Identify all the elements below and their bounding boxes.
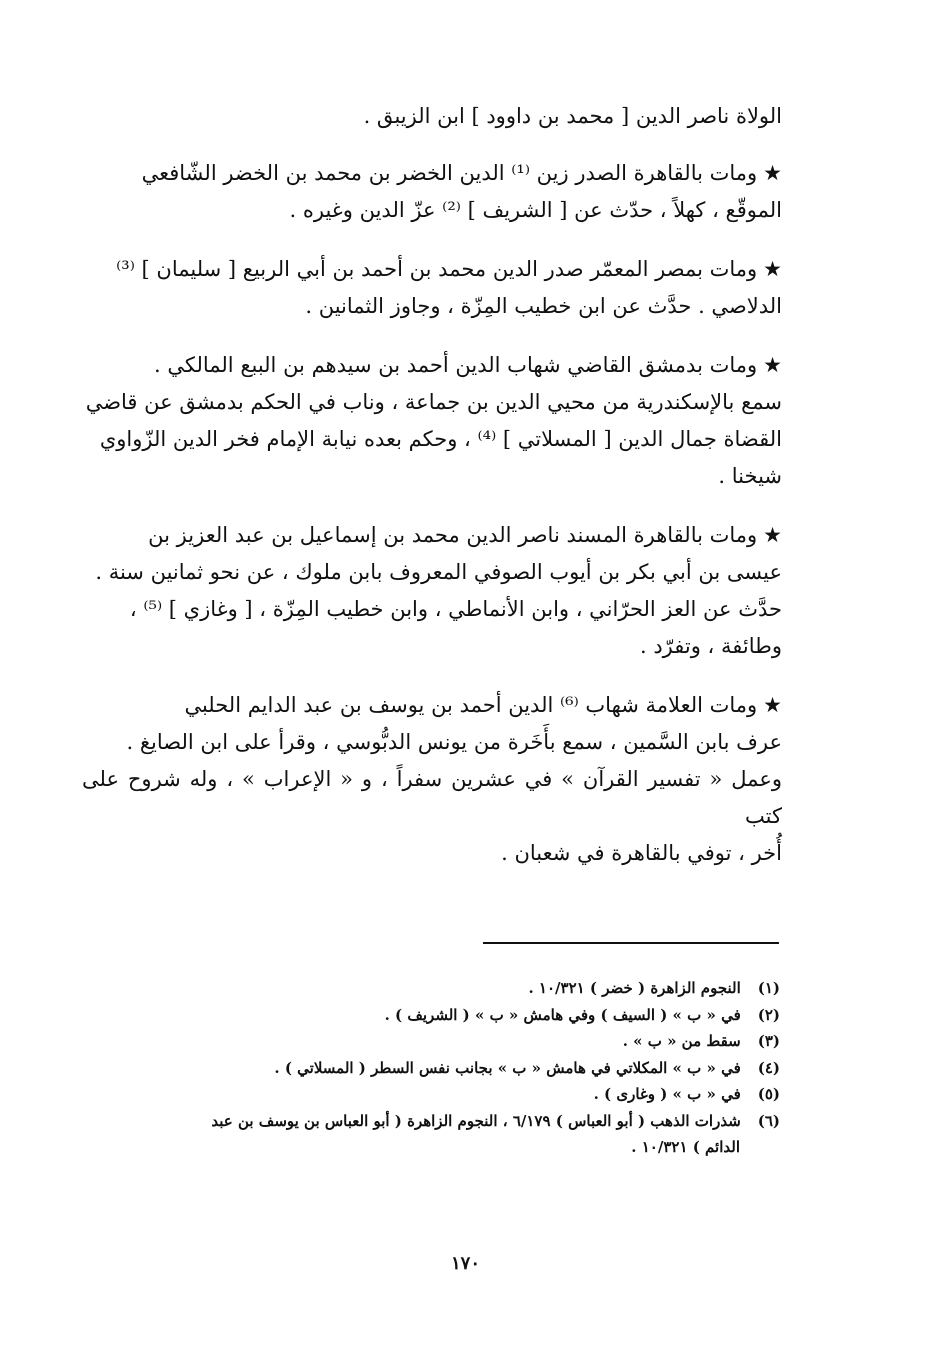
footnote-text: الدائم ) ١٠/٣٢١ .	[631, 1138, 740, 1156]
footnote-text: في « ب » المكلاتي في هامش « ب » بجانب نفس السطر ( المسلاتي ) .	[274, 1058, 741, 1077]
main-text	[82, 98, 782, 894]
line: حدَّث عن العز الحرّاني ، وابن الأنماطي ، وابن خطيب المِزّة ، [ وغازي ] ⁽⁵⁾ ،	[129, 597, 782, 621]
paragraph-5	[82, 517, 782, 665]
line: الموقّع ، كهلاً ، حدّث عن [ الشريف ] ⁽²⁾ عزّ الدين وغيره .	[289, 198, 782, 222]
footnote-number: (٦)	[757, 1111, 780, 1130]
star-icon: ★	[763, 523, 782, 547]
line: أُخر ، توفي بالقاهرة في شعبان .	[501, 841, 782, 865]
footnote-6-continued	[84, 1134, 780, 1161]
line: ومات العلامة شهاب ⁽⁶⁾ الدين أحمد بن يوسف بن عبد الدايم الحلبي	[184, 693, 758, 717]
star-icon: ★	[763, 257, 782, 281]
footnote-4	[84, 1055, 780, 1082]
paragraph-1	[82, 98, 782, 135]
line: وطائفة ، وتفرّد .	[639, 634, 782, 658]
star-icon: ★	[763, 353, 782, 377]
footnotes	[84, 975, 780, 1161]
line: وعمل « تفسير القرآن » في عشرين سفراً ، و « الإعراب » ، وله شروح على كتب	[82, 767, 782, 828]
line: ومات بمصر المعمّر صدر الدين محمد بن أحمد بن أبي الربيع [ سليمان ] ⁽³⁾	[116, 257, 758, 281]
footnote-number: (٤)	[757, 1058, 780, 1077]
page-number: ١٧٠	[450, 1253, 480, 1274]
star-icon: ★	[763, 693, 782, 717]
paragraph-6	[82, 687, 782, 872]
footnote-text: سقط من « ب » .	[622, 1032, 741, 1050]
paragraph-3	[82, 251, 782, 325]
line: الولاة ناصر الدين [ محمد بن داوود ] ابن الزيبق .	[363, 104, 782, 128]
footnote-number: (١)	[757, 979, 780, 997]
footnote-5	[84, 1081, 780, 1108]
line: عيسى بن أبي بكر بن أيوب الصوفي المعروف بابن ملوك ، عن نحو ثمانين سنة .	[95, 560, 782, 584]
line: ومات بالقاهرة المسند ناصر الدين محمد بن إسماعيل بن عبد العزيز بن	[148, 523, 758, 547]
footnote-text: النجوم الزاهرة ( خضر ) ١٠/٣٢١ .	[528, 979, 741, 997]
line: القضاة جمال الدين [ المسلاتي ] ⁽⁴⁾ ، وحكم بعده نيابة الإمام فخر الدين الزّواوي	[99, 427, 782, 451]
footnote-divider	[483, 942, 779, 944]
line: عرف بابن السَّمين ، سمع بأَخَرة من يونس الدبُّوسي ، وقرأ على ابن الصايغ .	[126, 730, 782, 754]
line: ومات بدمشق القاضي شهاب الدين أحمد بن سيدهم بن الببع المالكي .	[154, 353, 758, 377]
footnote-text: في « ب » ( وغارى ) .	[593, 1085, 741, 1103]
footnote-1	[84, 975, 780, 1002]
footnote-2	[84, 1002, 780, 1029]
footnote-number: (٢)	[757, 1005, 780, 1024]
line: شيخنا .	[718, 464, 782, 488]
line: الدلاصي . حدَّث عن ابن خطيب المِزّة ، وجاوز الثمانين .	[305, 294, 782, 318]
footnote-number: (٥)	[757, 1085, 780, 1103]
paragraph-2	[82, 155, 782, 229]
footnote-text: شذرات الذهب ( أبو العباس ) ٦/١٧٩ ، النجوم الزاهرة ( أبو العباس بن يوسف بن عبد	[211, 1111, 741, 1130]
line: سمع بالإسكندرية من محيي الدين بن جماعة ، وناب في الحكم بدمشق عن قاضي	[85, 390, 782, 414]
footnote-3	[84, 1028, 780, 1055]
footnote-number: (٣)	[757, 1032, 780, 1050]
paragraph-4	[82, 347, 782, 495]
footnote-text: في « ب » ( السيف ) وفي هامش « ب » ( الشريف ) .	[384, 1005, 741, 1024]
star-icon: ★	[763, 161, 782, 185]
footnote-6	[84, 1108, 780, 1135]
line: ومات بالقاهرة الصدر زين ⁽¹⁾ الدين الخضر بن محمد بن الخضر الشّافعي	[141, 161, 758, 185]
